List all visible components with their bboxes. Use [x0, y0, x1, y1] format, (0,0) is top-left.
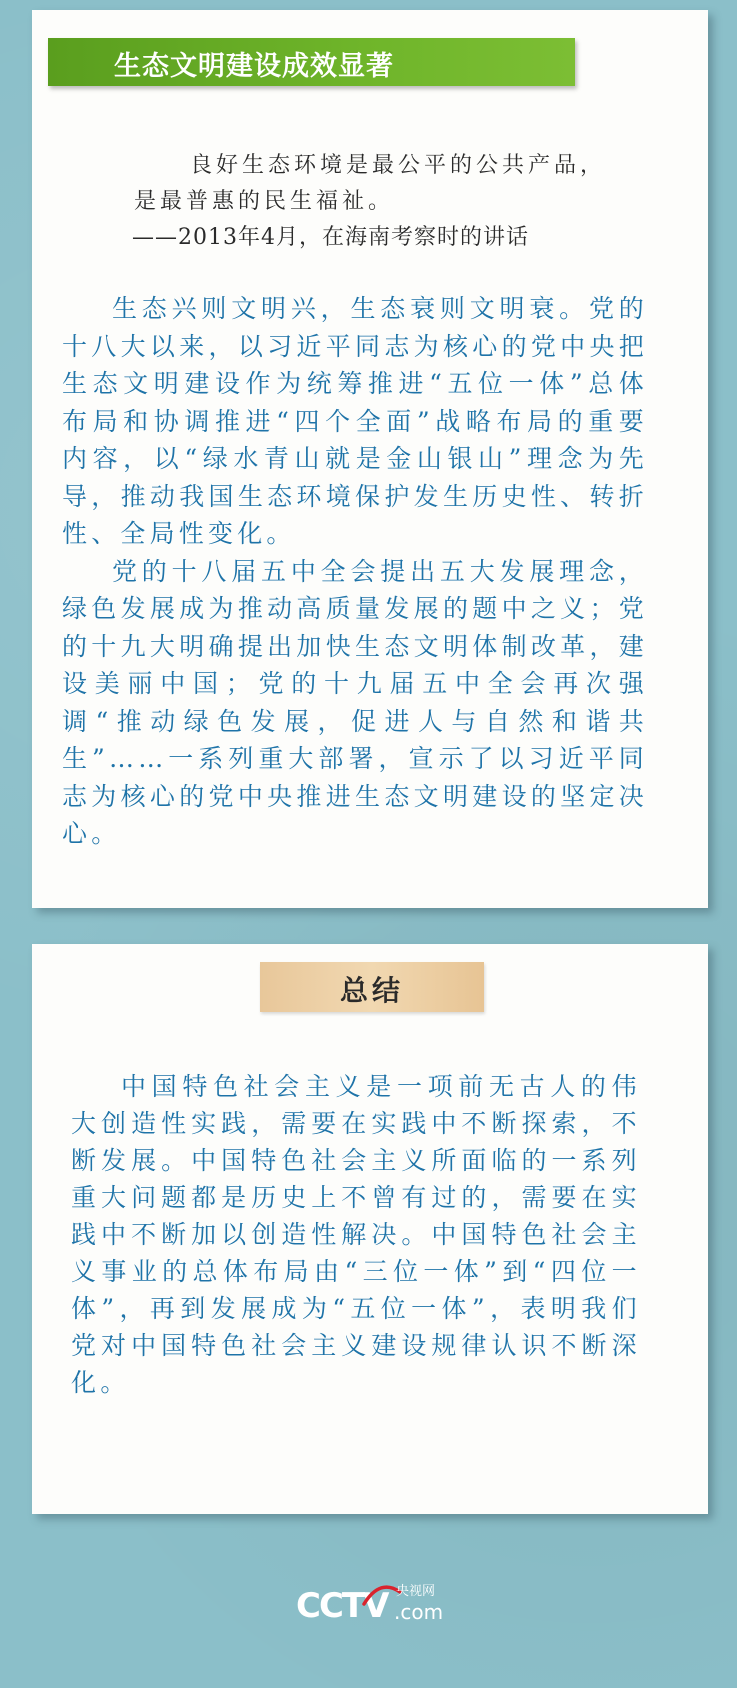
cctv-logo-text: CCTV [296, 1586, 388, 1626]
summary-body-text [71, 1068, 641, 1401]
quote-line: 良好生态环境是最公平的公共产品， [190, 153, 607, 178]
summary-heading-label [260, 962, 484, 1012]
paragraph: 中国特色社会主义是一项前无古人的伟大创造性实践，需要在实践中不断探索，不断发展。中国特色社会主义所面临的一系列重大问题都是历史上不曾有过的，需要在实践中不断加以创造性解决。中国特色社会主义事业的总体布局由“三位一体”到“四位一体”，再到发展成为“五位一体”，表明我们党对中国特色社会主义建设规律认识不断深化。 [71, 1072, 641, 1397]
quote-attribution: ——2013年4月，在海南考察时的讲话 [132, 225, 529, 250]
section-body-text [62, 290, 648, 853]
section-heading-banner [48, 38, 575, 86]
cctv-logo-cn: 央视网 [396, 1584, 436, 1599]
cctv-logo-domain: .com [394, 1600, 444, 1624]
paragraph: 党的十八届五中全会提出五大发展理念，绿色发展成为推动高质量发展的题中之义；党的十九大明确提出加快生态文明体制改革，建设美丽中国；党的十九届五中全会再次强调“推动绿色发展，促进人与自然和谐共生”……一系列重大部署，宣示了以习近平同志为核心的党中央推进生态文明建设的坚定决心。 [62, 556, 648, 848]
summary-heading: 总结 [339, 974, 404, 1007]
quote-line: 是最普惠的民生福祉。 [134, 189, 395, 214]
section-heading: 生态文明建设成效显著 [114, 51, 394, 82]
paragraph: 生态兴则文明兴，生态衰则文明衰。党的十八大以来，以习近平同志为核心的党中央把生态文明建设作为统筹推进“五位一体”总体布局和协调推进“四个全面”战略布局的重要内容，以“绿水青山就是金山银山”理念为先导，推动我国生态环境保护发生历史性、转折性、全局性变化。 [62, 294, 648, 548]
cctv-logo [296, 1580, 446, 1626]
